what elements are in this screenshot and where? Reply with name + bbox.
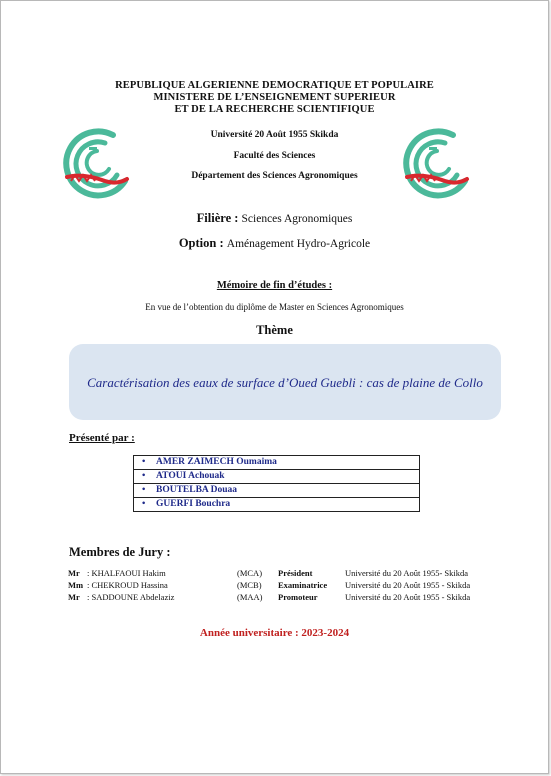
republic-line: REPUBLIQUE ALGERIENNE DEMOCRATIQUE ET POPULAIRE [115,80,434,91]
students-table [133,455,420,512]
memoire-subtitle: En vue de l’obtention du diplôme de Master en Sciences Agronomiques [145,302,404,312]
faculty-name: Faculté des Sciences [233,151,316,161]
student-cell: • ATOUI Achouak [134,470,420,484]
jury-member-row: Mr : SADDOUNE Abdelaziz (MAA) Promoteur Université du 20 Août 1955 - Skikda [68,592,471,602]
filiere-label: Filière : [196,211,239,225]
option-line [1,236,548,251]
option-value: Aménagement Hydro-Agricole [226,238,371,250]
jury-member-row: Mm : CHEKROUD Hassina (MCB) Examinatrice Université du 20 Août 1955 - Skikda [68,580,471,590]
filiere-value: Sciences Agronomiques [241,213,353,225]
table-row [134,456,420,470]
department-name: Département des Sciences Agronomiques [191,171,358,181]
student-cell: • AMER ZAIMECH Oumaima [134,456,420,470]
memoire-title: Mémoire de fin d’études : [216,280,333,291]
academic-year: Année universitaire : 2023-2024 [199,627,350,639]
student-cell: • GUERFI Bouchra [134,498,420,512]
table-row [134,470,420,484]
theme-box [69,344,501,420]
option-label: Option : [178,236,224,250]
university-name: Université 20 Août 1955 Skikda [210,130,339,140]
theme-text: Caractérisation des eaux de surface d’Oued Guebli : cas de plaine de Collo [87,374,483,390]
table-row [134,498,420,512]
research-line: ET DE LA RECHERCHE SCIENTIFIQUE [174,104,375,115]
jury-label: Membres de Jury : [69,545,171,559]
jury-member-row: Mr : KHALFAOUI Hakim (MCA) Président Université du 20 Août 1955- Skikda [68,568,469,578]
presented-by-label: Présenté par : [69,432,135,444]
theme-label: Thème [256,323,293,337]
student-cell: • BOUTELBA Douaa [134,484,420,498]
table-row [134,484,420,498]
filiere-line [1,211,548,226]
ministry-line: MINISTERE DE L’ENSEIGNEMENT SUPERIEUR [153,92,396,103]
